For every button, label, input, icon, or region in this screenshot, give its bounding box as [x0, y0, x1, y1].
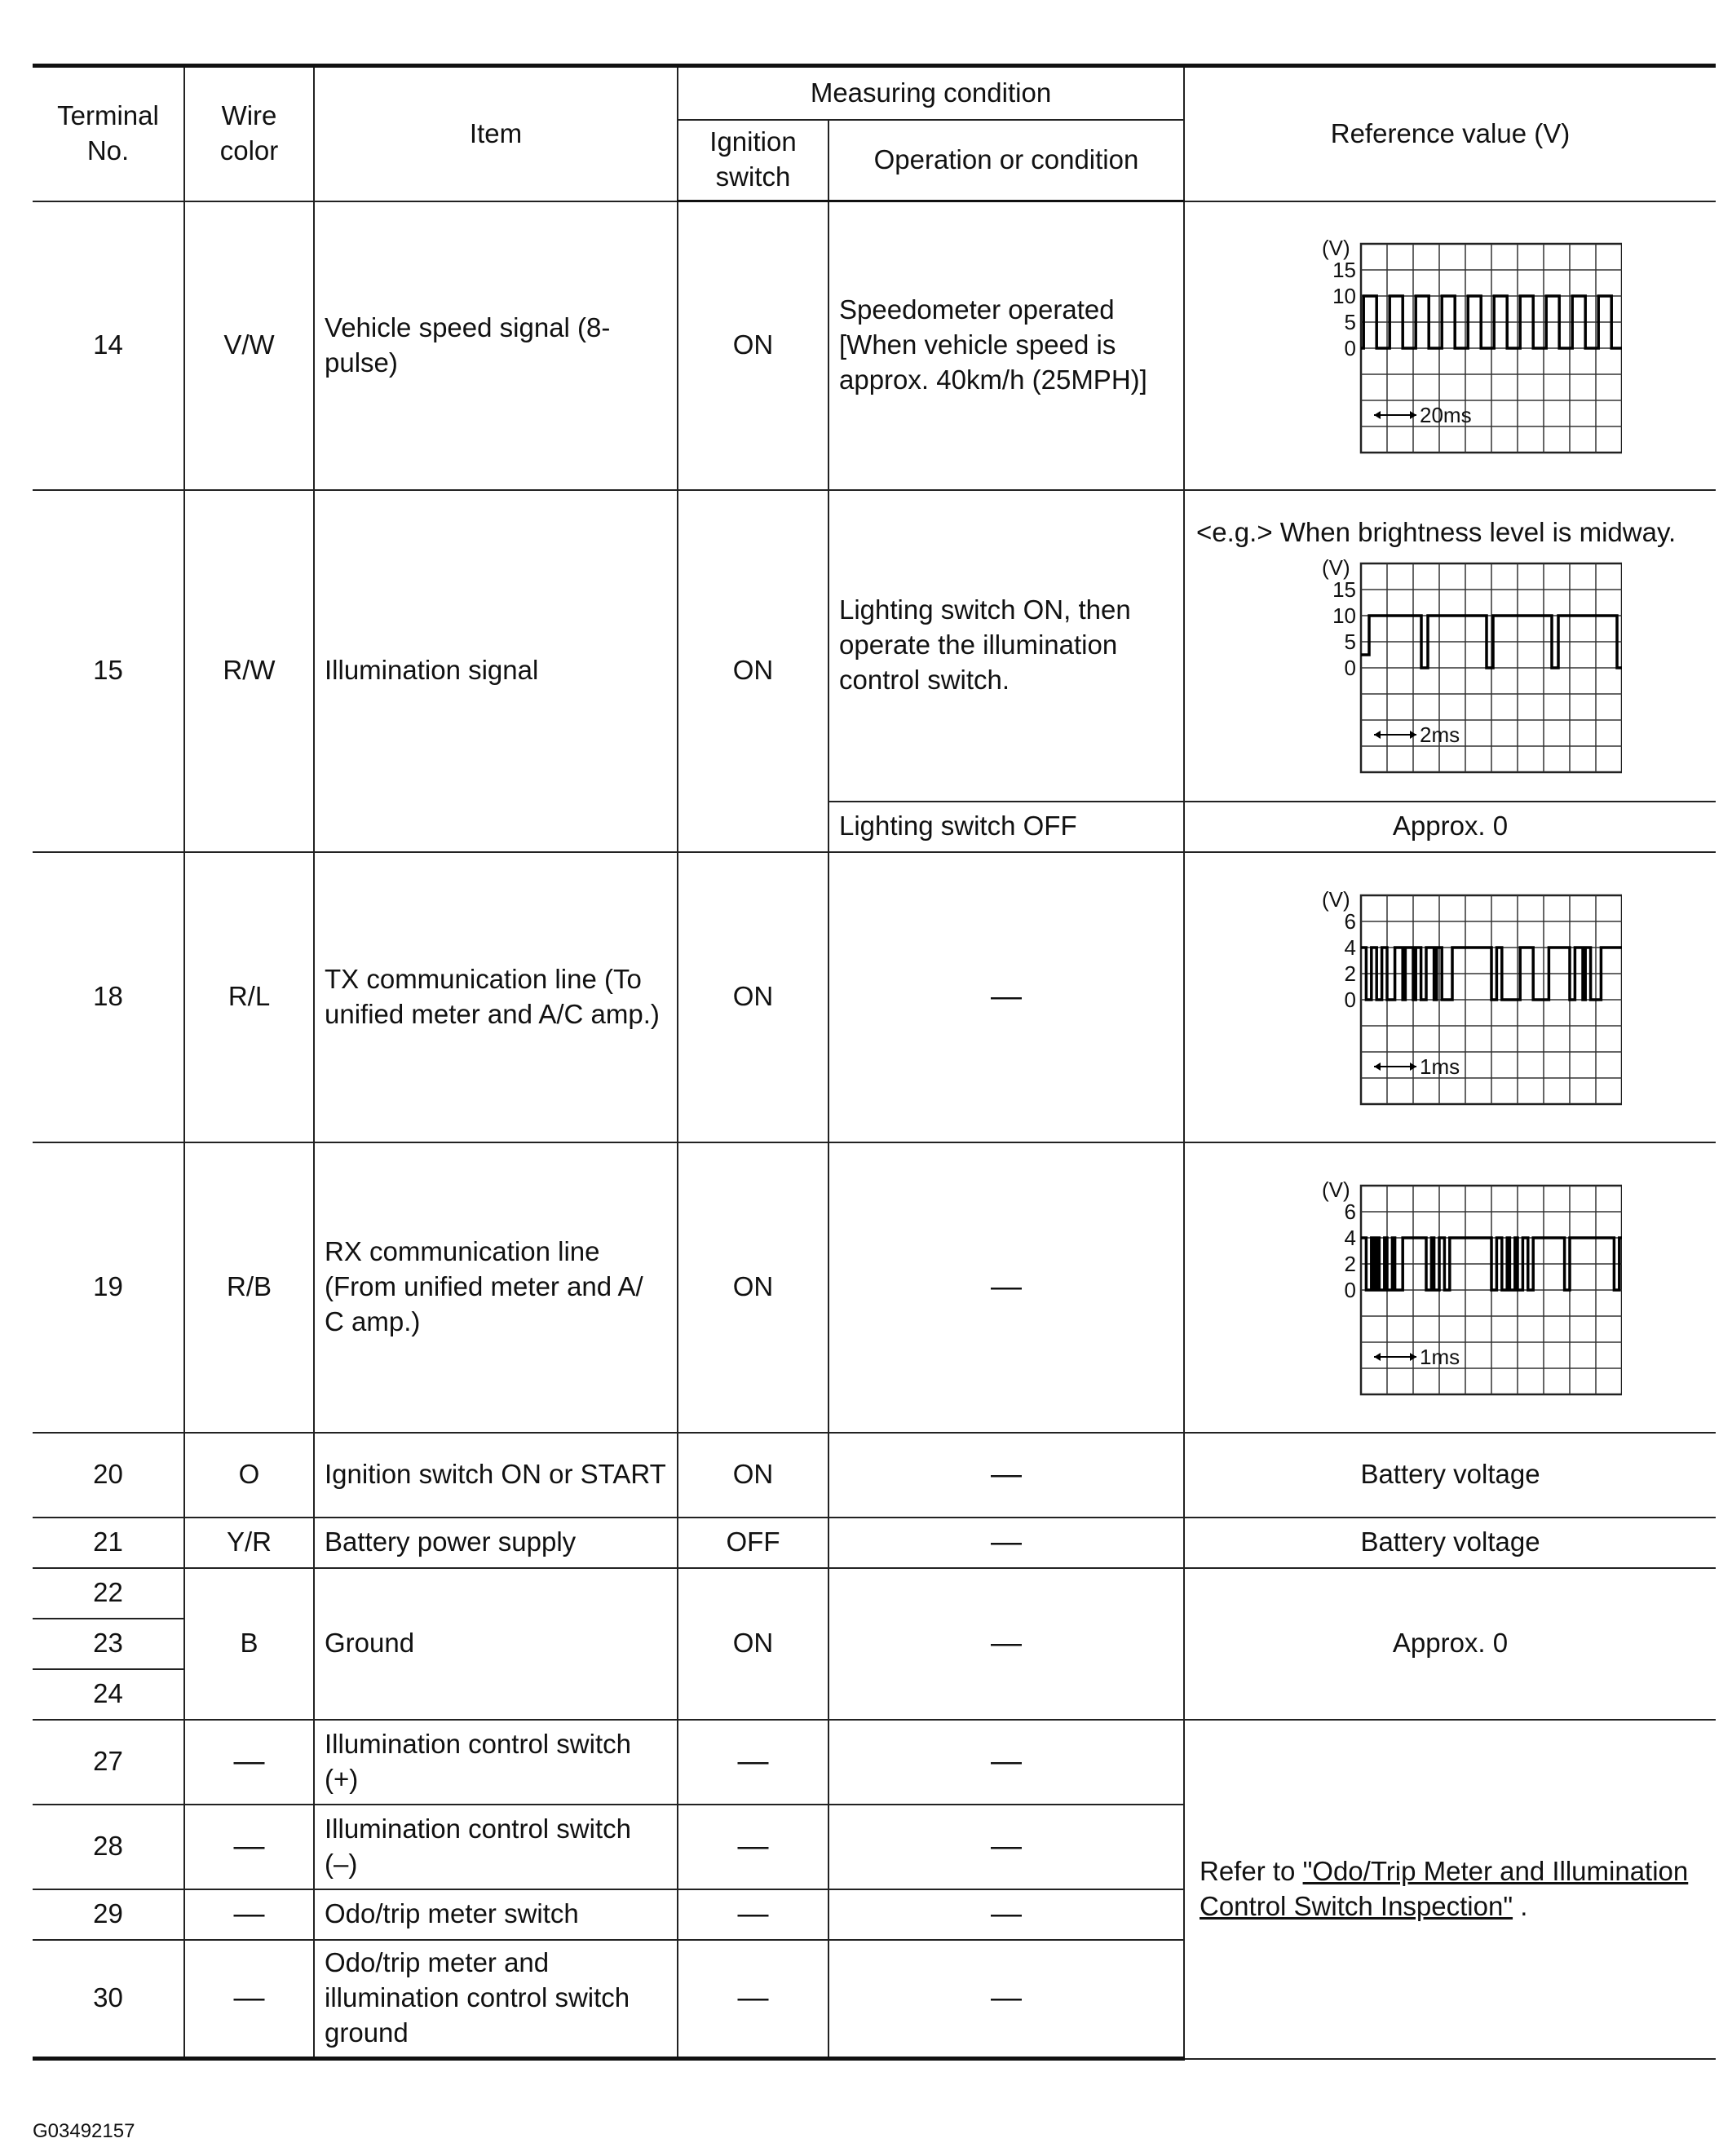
wire-color: R/L	[184, 852, 314, 1142]
item-description: Illumination control switch (–)	[314, 1805, 678, 1889]
tick-label: 6	[1344, 908, 1356, 934]
wire-color: Y/R	[184, 1518, 314, 1568]
tick-label: 0	[1344, 1277, 1356, 1302]
arrow-head-left	[1374, 1353, 1381, 1361]
axis-unit: (V)	[1321, 886, 1350, 912]
reference-value: Battery voltage	[1184, 1518, 1716, 1568]
operation-condition: —	[828, 1518, 1184, 1568]
item-description: Illumination control switch (+)	[314, 1720, 678, 1805]
table-row	[33, 852, 1716, 1142]
operation-condition: —	[828, 1889, 1184, 1940]
tick-label: 4	[1344, 1225, 1356, 1250]
timebase-label: 20ms	[1419, 402, 1472, 427]
timebase-label: 1ms	[1419, 1054, 1460, 1079]
tick-label: 15	[1332, 577, 1356, 602]
ignition-state: ON	[678, 852, 828, 1142]
waveform-rx-communication	[1279, 1177, 1622, 1398]
item-description: Ignition switch ON or START	[314, 1433, 678, 1518]
operation-condition: —	[828, 1720, 1184, 1805]
item-description: Odo/trip meter switch	[314, 1889, 678, 1940]
axis-unit: (V)	[1321, 554, 1350, 580]
terminal-spec-table	[33, 64, 1716, 2061]
header-ignition-switch: Ignition switch	[678, 120, 828, 201]
item-description: Battery power supply	[314, 1518, 678, 1568]
header-terminal: Terminal No.	[33, 66, 184, 201]
table-row	[33, 201, 1716, 490]
operation-condition: —	[828, 1940, 1184, 2059]
inspection-link[interactable]: "Odo/Trip Meter and Illumination Control Switch Inspection"	[1200, 1855, 1689, 1921]
reference-value: Battery voltage	[1184, 1433, 1716, 1518]
ignition-state: —	[678, 1940, 828, 2059]
arrow-head-left	[1374, 1063, 1381, 1071]
wire-color: B	[184, 1568, 314, 1720]
refer-suffix: .	[1513, 1890, 1528, 1921]
wire-color: R/W	[184, 490, 314, 852]
tick-label: 15	[1332, 257, 1356, 282]
axis-unit: (V)	[1321, 235, 1350, 260]
tick-label: 4	[1344, 934, 1356, 960]
header-wire-color: Wire color	[184, 66, 314, 201]
table-row	[33, 1720, 1716, 1805]
header-operation: Operation or condition	[828, 120, 1184, 201]
table-row	[33, 1142, 1716, 1433]
wire-color: —	[184, 1940, 314, 2059]
table-row	[33, 490, 1716, 802]
operation-condition: —	[828, 1142, 1184, 1433]
wire-color: —	[184, 1720, 314, 1805]
waveform-tx-communication	[1279, 887, 1622, 1107]
operation-condition: Speedometer operated [When vehicle speed is approx. 40km/h (25MPH)]	[828, 201, 1184, 490]
ignition-state: ON	[678, 1142, 828, 1433]
tick-label: 2	[1344, 1251, 1356, 1276]
waveform-vehicle-speed	[1279, 236, 1622, 456]
terminal-number: 29	[33, 1889, 184, 1940]
timebase-label: 1ms	[1419, 1344, 1460, 1369]
wire-color: —	[184, 1805, 314, 1889]
operation-condition: Lighting switch OFF	[828, 802, 1184, 852]
item-description: Odo/trip meter and illumination control switch ground	[314, 1940, 678, 2059]
terminal-number: 22	[33, 1568, 184, 1619]
operation-condition: —	[828, 1805, 1184, 1889]
reference-value	[1184, 490, 1716, 802]
wire-color: —	[184, 1889, 314, 1940]
terminal-number: 19	[33, 1142, 184, 1433]
tick-label: 0	[1344, 987, 1356, 1012]
terminal-number: 20	[33, 1433, 184, 1518]
item-description: RX communication line (From unified meter and A/ C amp.)	[314, 1142, 678, 1433]
header-measuring-condition: Measuring condition	[678, 66, 1184, 120]
tick-label: 6	[1344, 1199, 1356, 1224]
axis-unit: (V)	[1321, 1177, 1350, 1202]
ignition-state: OFF	[678, 1518, 828, 1568]
reference-value	[1184, 1142, 1716, 1433]
table-row	[33, 1518, 1716, 1568]
terminal-number: 27	[33, 1720, 184, 1805]
item-description: TX communication line (To unified meter and A/C amp.)	[314, 852, 678, 1142]
terminal-number: 21	[33, 1518, 184, 1568]
reference-value	[1184, 201, 1716, 490]
operation-condition: —	[828, 1433, 1184, 1518]
terminal-number: 24	[33, 1669, 184, 1720]
reference-value: Approx. 0	[1184, 802, 1716, 852]
ignition-state: ON	[678, 201, 828, 490]
header-reference-value: Reference value (V)	[1184, 66, 1716, 201]
ignition-state: ON	[678, 490, 828, 852]
tick-label: 10	[1332, 283, 1356, 308]
reference-value: Approx. 0	[1184, 1568, 1716, 1720]
terminal-number: 18	[33, 852, 184, 1142]
terminal-number: 15	[33, 490, 184, 852]
wire-color: O	[184, 1433, 314, 1518]
waveform-illumination	[1279, 555, 1622, 775]
table-row	[33, 1433, 1716, 1518]
figure-code: G03492157	[33, 2120, 135, 2142]
terminal-number: 14	[33, 201, 184, 490]
wire-color: V/W	[184, 201, 314, 490]
ignition-state: ON	[678, 1568, 828, 1720]
terminal-number: 23	[33, 1619, 184, 1669]
tick-label: 10	[1332, 603, 1356, 628]
tick-label: 5	[1344, 629, 1356, 654]
item-description: Ground	[314, 1568, 678, 1720]
operation-condition: —	[828, 1568, 1184, 1720]
table-row	[33, 1568, 1716, 1619]
refer-prefix: Refer to	[1200, 1855, 1303, 1886]
tick-label: 2	[1344, 961, 1356, 986]
tick-label: 0	[1344, 655, 1356, 680]
tick-label: 0	[1344, 335, 1356, 360]
ignition-state: ON	[678, 1433, 828, 1518]
tick-label: 5	[1344, 309, 1356, 334]
arrow-head-left	[1374, 411, 1381, 419]
reference-value	[1184, 1720, 1716, 2059]
waveform-note: <e.g.> When brightness level is midway.	[1196, 517, 1677, 548]
item-description: Illumination signal	[314, 490, 678, 852]
operation-condition: Lighting switch ON, then operate the illumination control switch.	[828, 490, 1184, 802]
timebase-label: 2ms	[1419, 722, 1460, 747]
terminal-number: 28	[33, 1805, 184, 1889]
header-item: Item	[314, 66, 678, 201]
wire-color: R/B	[184, 1142, 314, 1433]
ignition-state: —	[678, 1720, 828, 1805]
reference-value	[1184, 852, 1716, 1142]
ignition-state: —	[678, 1805, 828, 1889]
item-description: Vehicle speed signal (8-pulse)	[314, 201, 678, 490]
operation-condition: —	[828, 852, 1184, 1142]
ignition-state: —	[678, 1889, 828, 1940]
arrow-head-left	[1374, 731, 1381, 739]
terminal-number: 30	[33, 1940, 184, 2059]
